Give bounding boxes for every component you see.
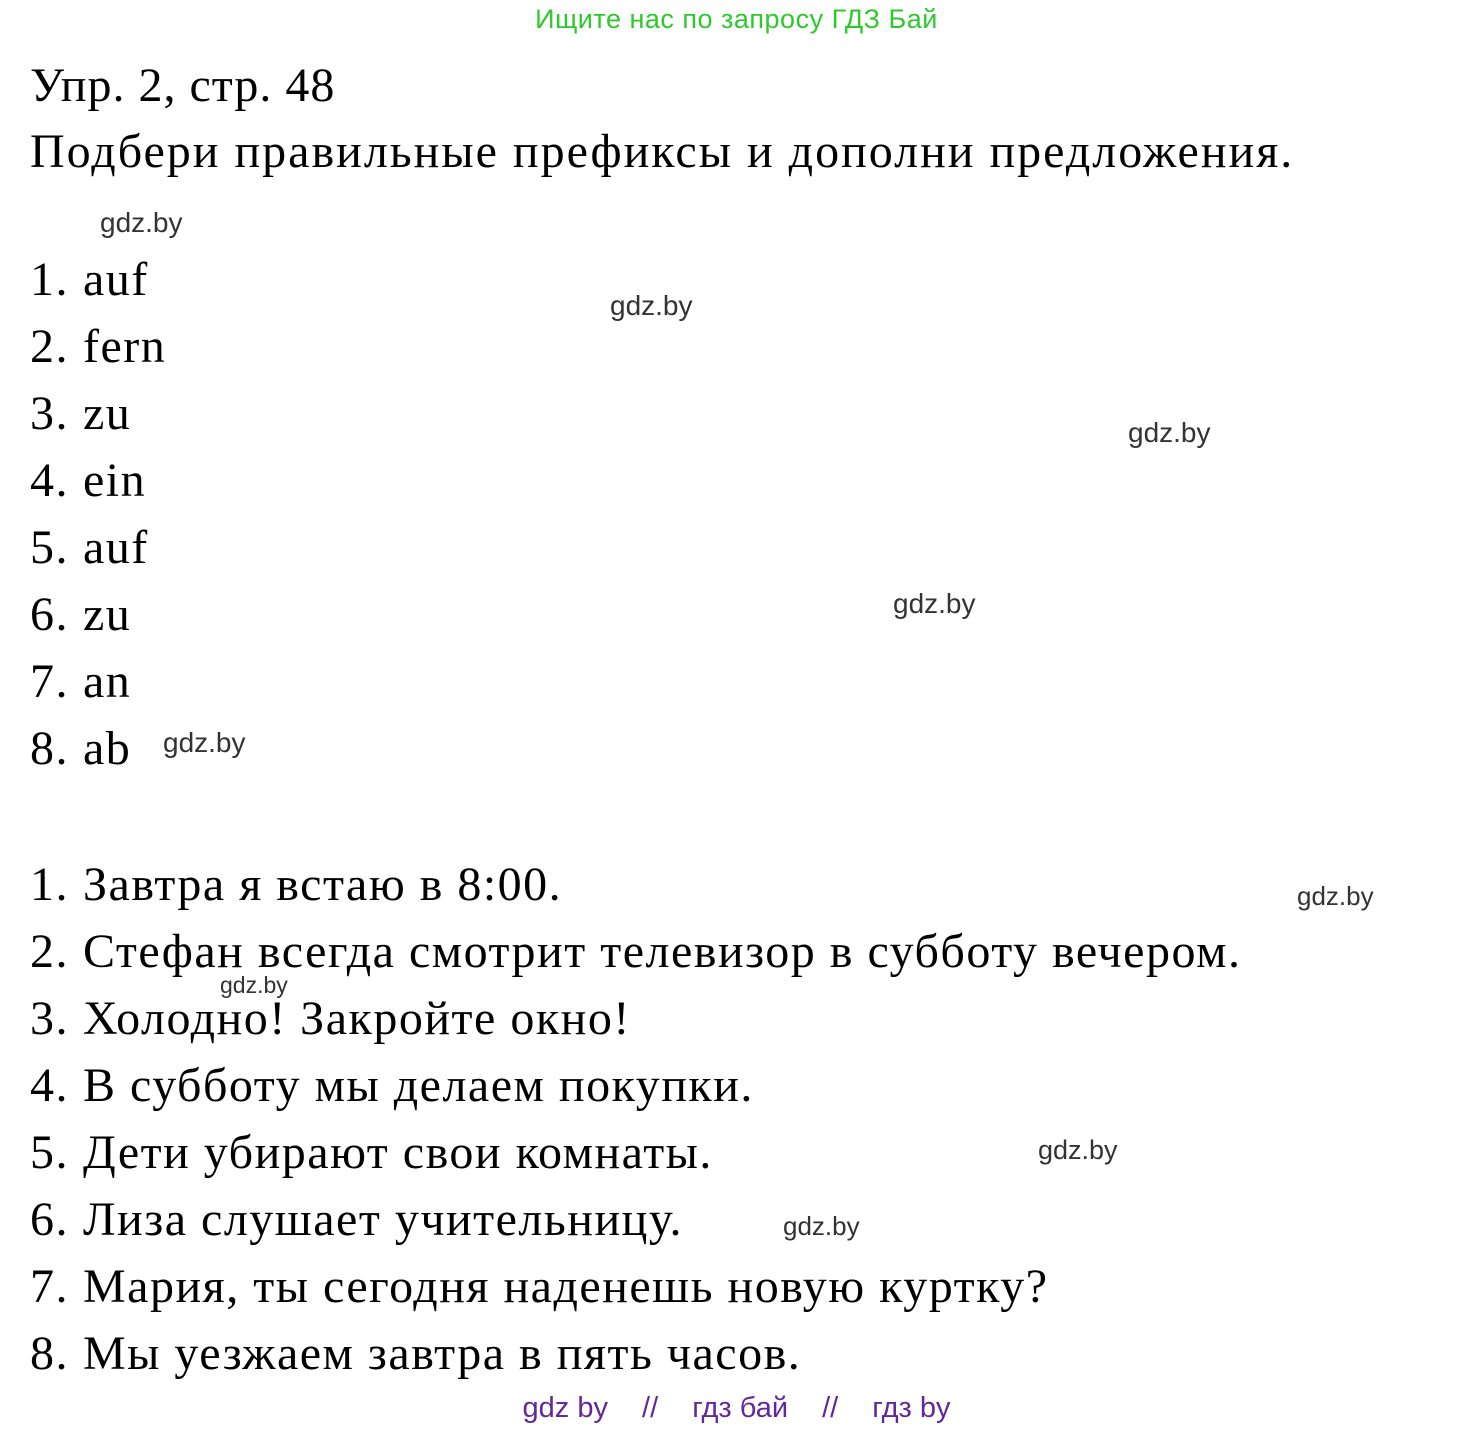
footer-branding <box>0 1392 1473 1425</box>
sentence-text: Мы уезжаем завтра в пять часов. <box>83 1327 802 1380</box>
sentence-text: Мария, ты сегодня наденешь новую куртку? <box>83 1260 1049 1313</box>
sentence-item <box>30 1186 1241 1253</box>
sentence-item <box>30 851 1241 918</box>
sentence-number: 5. <box>30 1126 69 1179</box>
prefix-word: an <box>83 655 132 708</box>
prefix-item <box>30 380 166 447</box>
footer-separator: // <box>822 1392 839 1424</box>
gdz-watermark: gdz.by <box>783 1211 860 1241</box>
gdz-watermark: gdz.by <box>1038 1135 1118 1165</box>
gdz-watermark: gdz.by <box>100 207 183 238</box>
prefix-number: 3. <box>30 387 69 440</box>
gdz-watermark: gdz.by <box>220 972 288 998</box>
gdz-watermark: gdz.by <box>1128 417 1211 448</box>
prefix-word: fern <box>83 320 167 373</box>
sentence-number: 6. <box>30 1193 69 1246</box>
prefix-number: 1. <box>30 253 69 306</box>
gdz-watermark: gdz.by <box>610 290 693 321</box>
sentence-item <box>30 1253 1241 1320</box>
prefix-number: 5. <box>30 521 69 574</box>
prefix-number: 8. <box>30 722 69 775</box>
footer-separator: // <box>642 1392 659 1424</box>
sentence-text: Лиза слушает учительницу. <box>83 1193 684 1246</box>
prefix-item <box>30 313 166 380</box>
prefix-word: zu <box>83 588 132 641</box>
sentence-number: 8. <box>30 1327 69 1380</box>
sentence-item <box>30 1320 1241 1387</box>
sentence-number: 7. <box>30 1260 69 1313</box>
sentence-text: В субботу мы делаем покупки. <box>83 1059 754 1112</box>
sentence-number: 2. <box>30 925 69 978</box>
sentence-number: 3. <box>30 992 69 1045</box>
prefix-word: zu <box>83 387 132 440</box>
sentence-text: Стефан всегда смотрит телевизор в субботу вечером. <box>83 925 1242 978</box>
prefix-word: auf <box>83 253 149 306</box>
sentence-item <box>30 1052 1241 1119</box>
sentence-list <box>30 851 1241 1387</box>
prefix-item <box>30 447 166 514</box>
prefix-item <box>30 648 166 715</box>
gdz-watermark: gdz.by <box>163 727 246 758</box>
sentence-text: Завтра я встаю в 8:00. <box>83 858 563 911</box>
prefix-item <box>30 514 166 581</box>
prefix-number: 4. <box>30 454 69 507</box>
sentence-item <box>30 918 1241 985</box>
prefix-number: 2. <box>30 320 69 373</box>
footer-brand-text: gdz by <box>522 1392 608 1424</box>
sentence-text: Дети убирают свои комнаты. <box>83 1126 713 1179</box>
sentence-number: 4. <box>30 1059 69 1112</box>
exercise-instruction: Подбери правильные префиксы и дополни предложения. <box>30 125 1295 178</box>
prefix-word: auf <box>83 521 149 574</box>
gdz-watermark: gdz.by <box>893 588 976 619</box>
footer-brand-text: гдз бай <box>692 1392 789 1424</box>
sentence-item <box>30 985 1241 1052</box>
prefix-number: 6. <box>30 588 69 641</box>
prefix-item <box>30 246 166 313</box>
prefix-item <box>30 715 166 782</box>
prefix-item <box>30 581 166 648</box>
prefix-word: ab <box>83 722 132 775</box>
footer-brand-text: гдз by <box>872 1392 951 1424</box>
gdz-watermark: gdz.by <box>1297 881 1374 911</box>
prefix-word: ein <box>83 454 147 507</box>
prefix-list <box>30 246 166 782</box>
sentence-text: Холодно! Закройте окно! <box>83 992 631 1045</box>
page-title: Упр. 2, стр. 48 <box>30 59 336 112</box>
sentence-number: 1. <box>30 858 69 911</box>
search-hint-banner: Ищите нас по запросу ГДЗ Бай <box>535 4 938 34</box>
prefix-number: 7. <box>30 655 69 708</box>
